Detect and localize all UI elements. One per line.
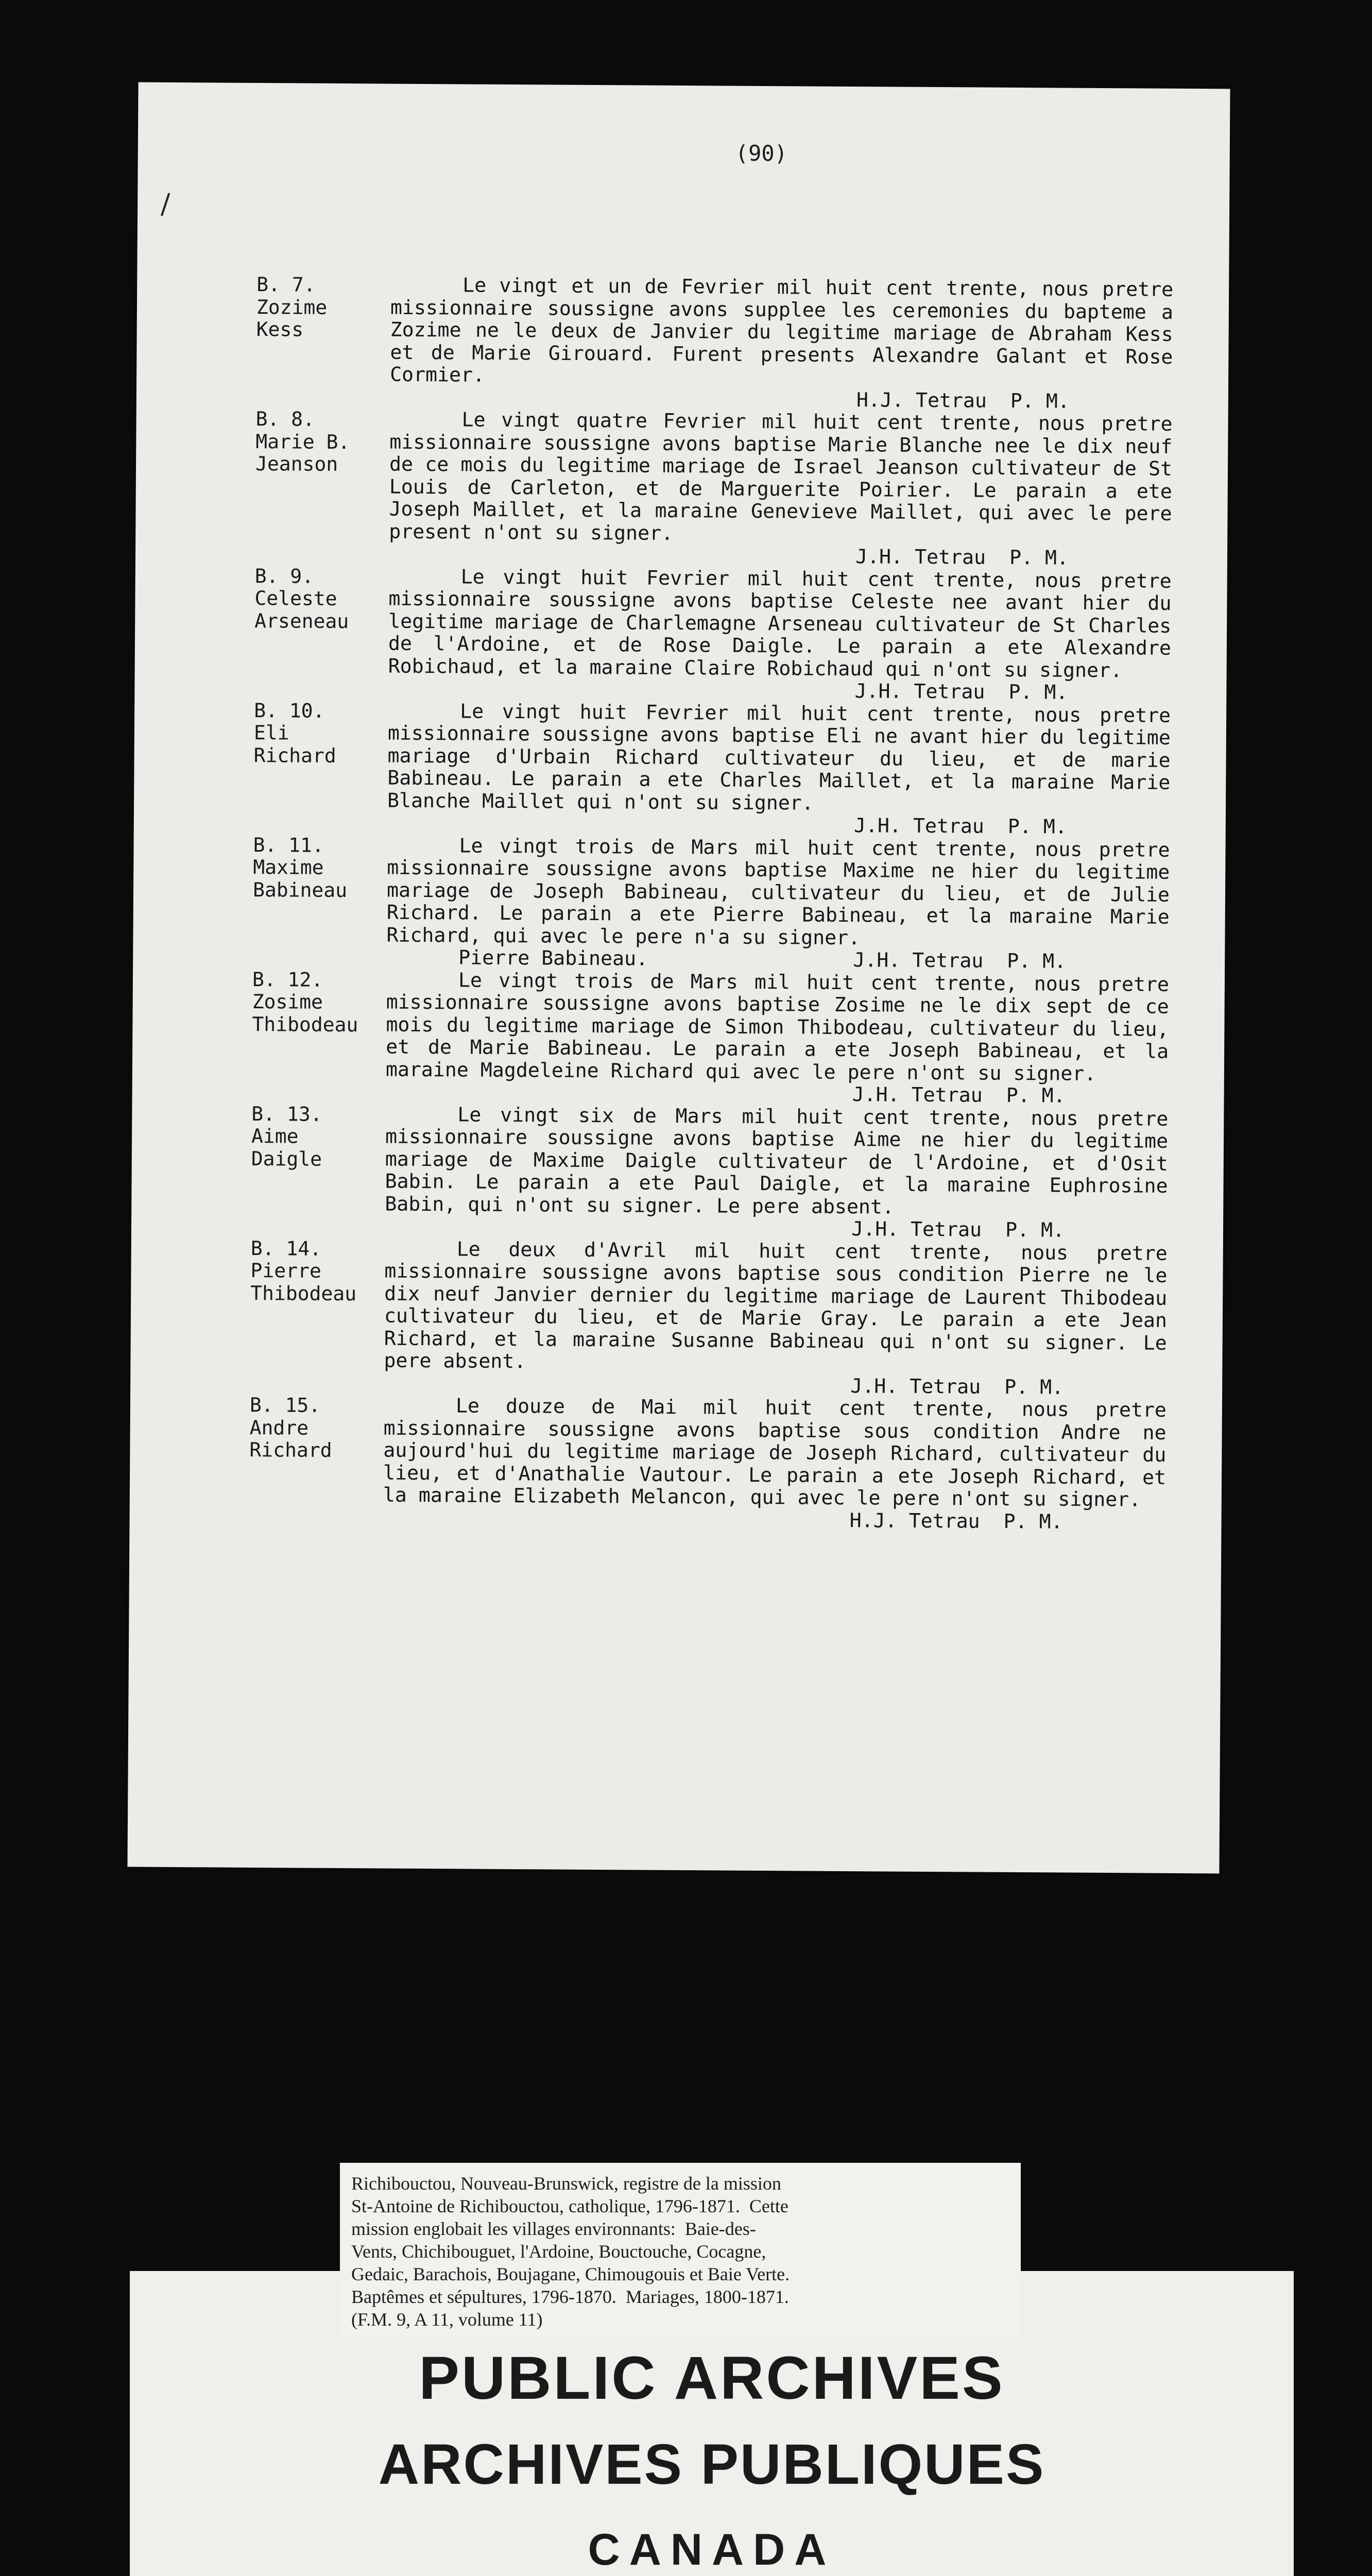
- entry-label-line: B. 12.: [252, 968, 323, 991]
- baptism-entry: [134, 699, 1227, 840]
- entry-text-block: [389, 409, 1173, 571]
- entry-text: Le vingt quatre Fevrier mil huit cent trente, nous pretre missionnaire soussigne avons baptise Marie Blanche nee le dix neuf de ce mois du legitime mariage de Israel Jeanson cultivateur de St Louis de Carleton, et de Marguerite Poirier. Le parain a ete Joseph Maillet, et la maraine Genevieve Maillet, qui avec le pere present n'ont su signer.: [389, 409, 1173, 545]
- entry-margin-label: [251, 1103, 396, 1171]
- entry-label-line: Kess: [256, 317, 304, 341]
- entry-label-line: Eli: [253, 721, 289, 744]
- priest-signature: H.J. Tetrau P. M.: [856, 388, 1070, 413]
- priest-signature: J.H. Tetrau P. M.: [850, 1375, 1064, 1399]
- priest-signature: J.H. Tetrau P. M.: [854, 680, 1068, 704]
- entry-text-block: [388, 566, 1172, 705]
- priest-signature: J.H. Tetrau P. M.: [853, 815, 1067, 839]
- baptism-entry: [132, 968, 1225, 1109]
- entry-label-line: Richard: [249, 1438, 332, 1462]
- entry-margin-label: [253, 699, 398, 767]
- page-number: (90): [735, 140, 788, 166]
- entry-text-block: [384, 1238, 1168, 1400]
- entry-text: Le vingt huit Fevrier mil huit cent trente, nous pretre missionnaire soussigne avons baptise Eli ne avant hier du legitime mariage d'Urbain Richard cultivateur du lieu, et de marie Babineau. Le parain a ete Charles Maillet, et la maraine Marie Blanche Maillet qui n'ont su signer.: [387, 700, 1171, 815]
- godparent-signature: Pierre Babineau.: [458, 946, 648, 971]
- entry-label-line: Babineau: [252, 878, 348, 902]
- entry-label-line: Zosime: [252, 990, 323, 1013]
- entry-text: Le deux d'Avril mil huit cent trente, nous pretre missionnaire soussigne avons baptise sous condition Pierre ne le dix neuf Janvier dernier du legitime mariage de Laurent Thibodeau cultivateur du lieu, et de Marie Gray. Le parain a ete Jean Richard, et la maraine Susanne Babineau qui n'ont su signer. Le pere absent.: [384, 1238, 1168, 1374]
- entry-label-line: B. 7.: [256, 273, 316, 296]
- baptism-entry: [130, 1236, 1223, 1400]
- entry-margin-label: [249, 1394, 394, 1462]
- collection-caption: Richibouctou, Nouveau-Brunswick, registre de la mission St-Antoine de Richibouctou, catholique, 1796-1871. Cette mission englobait les villages environnants: Baie-des- Vents, Chichibouguet, l'Ardoine, Bouctouche, Cocagne, Gedaic, Barachois, Boujagane, Chimougouis et Baie Verte. Baptêmes et sépultures, 1796-1870. Mariages, 1800-1871. (F.M. 9, A 11, volume 11): [340, 2163, 1021, 2337]
- archives-title-english: PUBLIC ARCHIVES: [419, 2344, 1005, 2412]
- entry-label-line: Maxime: [253, 855, 324, 879]
- entry-margin-label: [250, 1237, 395, 1305]
- entry-label-line: Andre: [249, 1416, 309, 1439]
- priest-signature: J.H. Tetrau P. M.: [851, 1218, 1065, 1242]
- priest-signature: J.H. Tetrau P. M.: [853, 949, 1067, 973]
- entry-label-line: B. 11.: [253, 833, 324, 857]
- archives-title-french: ARCHIVES PUBLIQUES: [378, 2433, 1045, 2496]
- entry-label-line: Marie B.: [255, 430, 350, 453]
- entry-margin-label: [256, 274, 401, 342]
- entry-margin-label: [254, 565, 399, 633]
- register-page: [127, 82, 1230, 1874]
- entry-label-line: Jeanson: [255, 452, 338, 476]
- entry-text: Le vingt et un de Fevrier mil huit cent trente, nous pretre missionnaire soussigne avons supplee les ceremonies du bapteme a Zozime ne le deux de Janvier du legitime mariage de Abraham Kess et de Marie Girouard. Furent presents Alexandre Galant et Rose Cormier.: [390, 274, 1174, 387]
- entry-label-line: Pierre: [250, 1259, 321, 1282]
- entry-text: Le vingt trois de Mars mil huit cent trente, nous pretre missionnaire soussigne avons baptise Maxime ne hier du legitime mariage de Joseph Babineau, cultivateur du lieu, et de Julie Richard. Le parain a ete Pierre Babineau, et la maraine Marie Richard, qui avec le pere n'a su signer.: [386, 834, 1170, 950]
- entry-text: Le vingt trois de Mars mil huit cent trente, nous pretre missionnaire soussigne avons baptise Zosime ne le dix sept de ce mois du legitime mariage de Simon Thibodeau, cultivateur du lieu, et de Marie Babineau. Le parain a ete Joseph Babineau, et la maraine Magdeleine Richard qui avec le pere n'ont su signer.: [385, 969, 1170, 1086]
- archives-country: CANADA: [588, 2525, 836, 2574]
- entry-margin-label: [253, 834, 398, 902]
- entry-label-line: Richard: [253, 743, 336, 767]
- entry-label-line: Daigle: [251, 1147, 322, 1171]
- entry-text: Le vingt six de Mars mil huit cent trente, nous pretre missionnaire soussigne avons baptise Aime ne hier du legitime mariage de Maxime Daigle cultivateur de l'Ardoine, et d'Osit Babin. Le parain a ete Paul Daigle, et la maraine Euphrosine Babin, qui n'ont su signer. Le pere absent.: [385, 1103, 1169, 1219]
- entry-label-line: B. 14.: [250, 1236, 322, 1260]
- baptism-entry: [133, 833, 1226, 974]
- baptism-entry: [135, 408, 1228, 571]
- entry-margin-label: [255, 408, 400, 476]
- entry-label-line: B. 9.: [254, 564, 314, 588]
- entry-label-line: Celeste: [254, 586, 337, 610]
- priest-signature: H.J. Tetrau P. M.: [849, 1509, 1063, 1534]
- baptism-entries: [129, 273, 1229, 1535]
- entry-text-block: [386, 835, 1170, 974]
- entry-text-block: [385, 969, 1169, 1108]
- baptism-entry: [129, 1394, 1222, 1535]
- entry-label-line: Aime: [251, 1124, 299, 1148]
- entry-text-block: [390, 275, 1174, 414]
- baptism-entry: [131, 1102, 1224, 1243]
- entry-label-line: Thibodeau: [252, 1012, 358, 1036]
- priest-signature: J.H. Tetrau P. M.: [852, 1083, 1066, 1108]
- entry-label-line: Thibodeau: [250, 1281, 357, 1305]
- baptism-entry: [134, 564, 1227, 705]
- entry-text: Le vingt huit Fevrier mil huit cent trente, nous pretre missionnaire soussigne avons baptise Celeste nee avant hier du legitime mariage de Charlemagne Arseneau cultivateur de St Charles de l'Ardoine, et de Rose Daigle. Le parain a ete Alexandre Robichaud, et la maraine Claire Robichaud qui n'ont su signer.: [388, 565, 1172, 682]
- priest-signature: J.H. Tetrau P. M.: [855, 546, 1069, 570]
- entry-margin-label: [252, 968, 397, 1036]
- entry-text-block: [387, 700, 1171, 839]
- entry-text-block: [383, 1395, 1167, 1534]
- margin-mark: [161, 193, 170, 216]
- entry-label-line: Arseneau: [254, 609, 349, 633]
- baptism-entry: [136, 273, 1229, 414]
- entry-label-line: B. 8.: [255, 407, 315, 431]
- entry-label-line: B. 10.: [254, 699, 325, 722]
- entry-text-block: [385, 1104, 1169, 1243]
- entry-label-line: B. 15.: [249, 1393, 321, 1417]
- entry-label-line: Zozime: [256, 295, 328, 319]
- entry-label-line: B. 13.: [251, 1102, 322, 1126]
- entry-text: Le douze de Mai mil huit cent trente, nous pretre missionnaire soussigne avons baptise sous condition Andre ne aujourd'hui du legitime mariage de Joseph Richard, cultivateur du lieu, et d'Anathalie Vautour. Le parain a ete Joseph Richard, et la maraine Elizabeth Melancon, qui avec le pere n'ont su signer.: [383, 1395, 1167, 1512]
